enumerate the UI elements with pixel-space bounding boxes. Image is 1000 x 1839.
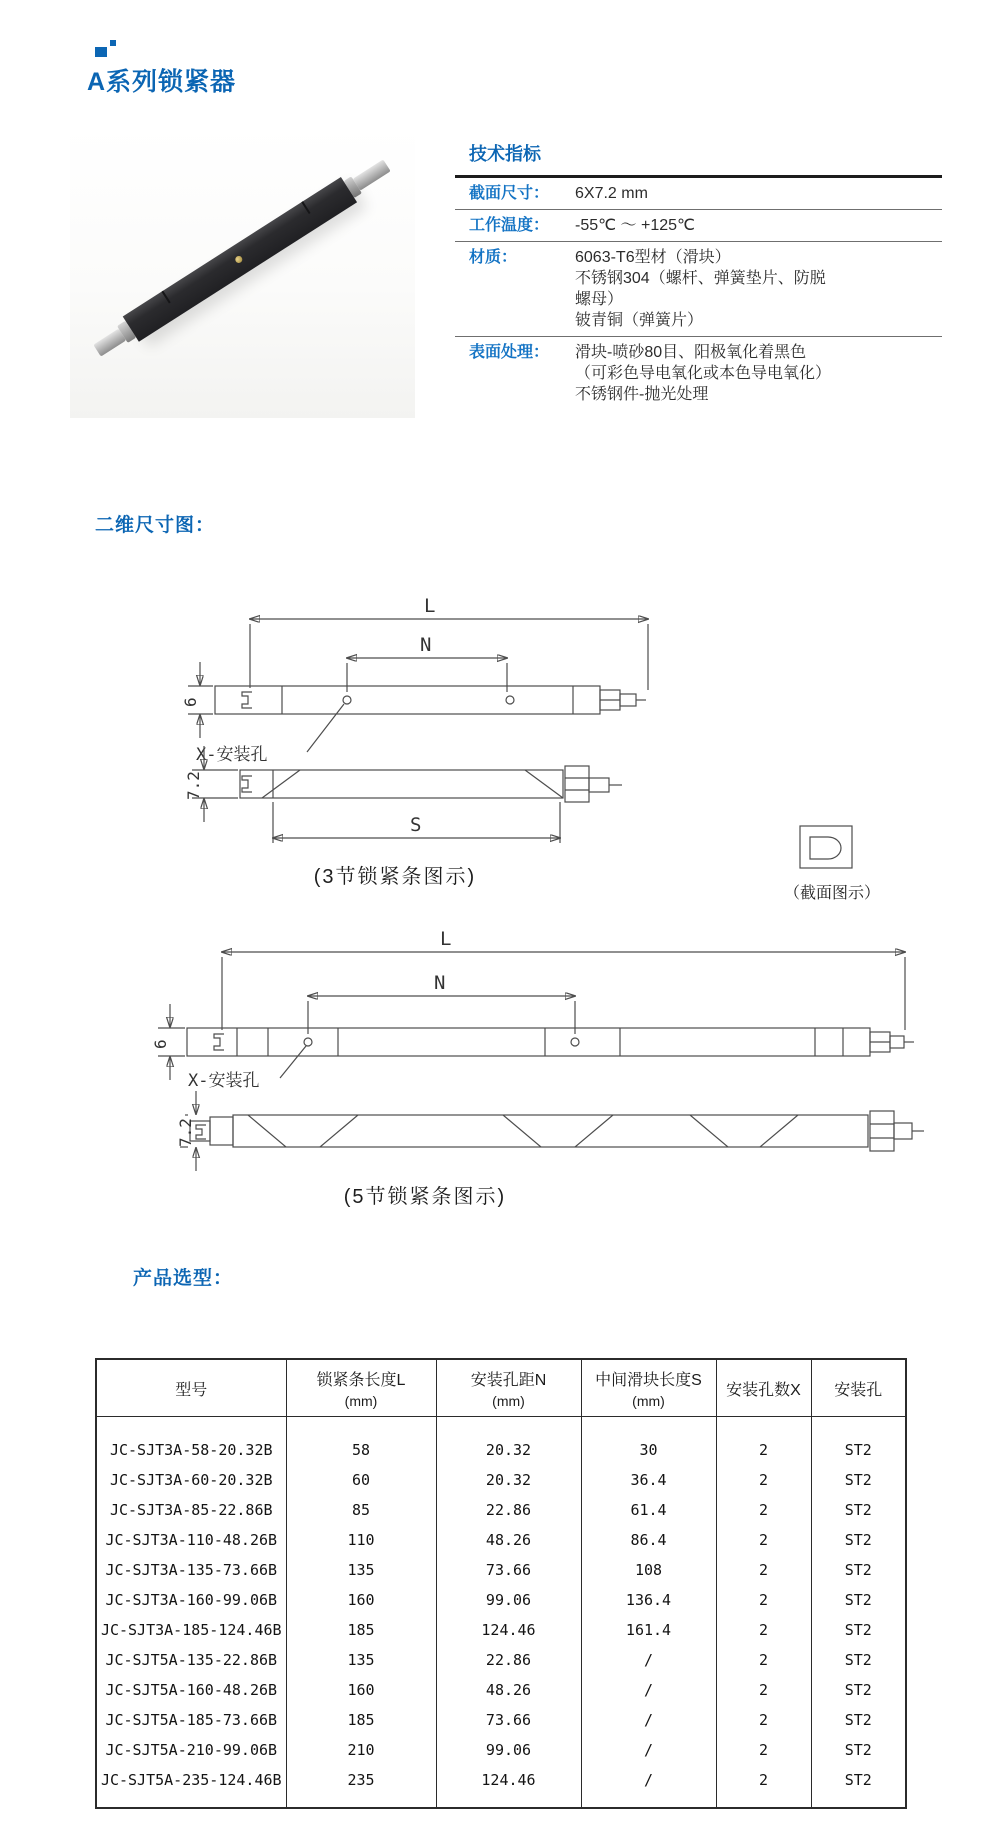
table-row (96, 1585, 906, 1615)
tech-specs-title: 技术指标 (469, 144, 541, 164)
cell-length-L: 135 (286, 1645, 436, 1675)
cell-hole-count-X: 2 (716, 1417, 811, 1466)
cell-slider-length-S: / (581, 1765, 716, 1808)
dim-height-side-label-3seg: 7.2 (184, 771, 203, 800)
cell-hole-count-X: 2 (716, 1765, 811, 1808)
cell-hole-distance-N: 99.06 (436, 1735, 581, 1765)
logo-square-icon (95, 47, 107, 57)
product-bar-seam (301, 201, 310, 213)
dim-L-label-5seg: L (440, 928, 452, 950)
product-bar-body (122, 177, 356, 342)
cell-model: JC-SJT3A-160-99.06B (96, 1585, 286, 1615)
table-row (96, 1675, 906, 1705)
cell-model: JC-SJT5A-235-124.46B (96, 1765, 286, 1808)
cell-hole-type: ST2 (811, 1645, 906, 1675)
spec-label: 表面处理： (469, 344, 550, 361)
cell-hole-count-X: 2 (716, 1525, 811, 1555)
cell-model: JC-SJT3A-185-124.46B (96, 1615, 286, 1645)
cell-hole-count-X: 2 (716, 1735, 811, 1765)
cell-length-L: 160 (286, 1585, 436, 1615)
cell-hole-distance-N: 22.86 (436, 1645, 581, 1675)
column-header: 型号 (96, 1359, 286, 1417)
dim-L-label-3seg: L (424, 595, 436, 617)
cross-section-view (800, 826, 852, 868)
table-row (96, 1615, 906, 1645)
cell-length-L: 85 (286, 1495, 436, 1525)
column-header: 安装孔 (811, 1359, 906, 1417)
spec-rows (455, 175, 942, 410)
cell-hole-distance-N: 48.26 (436, 1675, 581, 1705)
dim-N-label-5seg: N (434, 972, 446, 994)
table-row (96, 1765, 906, 1808)
table-row (96, 1417, 906, 1466)
cell-hole-distance-N: 48.26 (436, 1525, 581, 1555)
table-row (96, 1465, 906, 1495)
table-row (96, 1705, 906, 1735)
cell-hole-distance-N: 124.46 (436, 1615, 581, 1645)
dim-S-label-3seg: S (410, 814, 422, 836)
cell-length-L: 58 (286, 1417, 436, 1466)
drawing-5seg (151, 928, 924, 1171)
table-row (96, 1735, 906, 1765)
cell-hole-count-X: 2 (716, 1615, 811, 1645)
table-row (96, 1525, 906, 1555)
table-row (96, 1555, 906, 1585)
spec-value: 6063-T6型材（滑块） 不锈钢304（螺杆、弹簧垫片、防脱 螺母） 铍青铜（弹簧片） (575, 249, 826, 329)
cell-hole-count-X: 2 (716, 1645, 811, 1675)
caption-cross-section: （截面图示） (783, 885, 880, 902)
page-title: A系列锁紧器 (87, 68, 237, 96)
spec-value: 6X7.2 mm (575, 185, 648, 202)
drawing-3seg (181, 595, 648, 843)
cell-model: JC-SJT5A-210-99.06B (96, 1735, 286, 1765)
cell-hole-distance-N: 22.86 (436, 1495, 581, 1525)
cell-hole-distance-N: 73.66 (436, 1555, 581, 1585)
cell-hole-type: ST2 (811, 1615, 906, 1645)
product-photo (70, 126, 415, 418)
spec-label: 截面尺寸： (469, 185, 550, 202)
dim-height-label-3seg: 6 (181, 697, 200, 707)
cell-hole-type: ST2 (811, 1765, 906, 1808)
cell-slider-length-S: 161.4 (581, 1615, 716, 1645)
cell-length-L: 135 (286, 1555, 436, 1585)
cell-hole-distance-N: 73.66 (436, 1705, 581, 1735)
product-gold-dot (234, 255, 244, 265)
hole-label-5seg: X-安装孔 (188, 1071, 260, 1091)
selection-table-body (96, 1417, 906, 1809)
cell-hole-count-X: 2 (716, 1705, 811, 1735)
table-header-row (96, 1359, 906, 1417)
cell-slider-length-S: / (581, 1675, 716, 1705)
cell-slider-length-S: 61.4 (581, 1495, 716, 1525)
cell-slider-length-S: / (581, 1735, 716, 1765)
cell-length-L: 185 (286, 1615, 436, 1645)
tech-specs-panel (455, 140, 942, 410)
product-stud-right (353, 159, 391, 190)
caption-5seg: (5节锁紧条图示) (343, 1186, 507, 1208)
cell-hole-type: ST2 (811, 1705, 906, 1735)
table-row (96, 1645, 906, 1675)
cell-slider-length-S: 30 (581, 1417, 716, 1466)
cell-model: JC-SJT5A-160-48.26B (96, 1675, 286, 1705)
cell-model: JC-SJT3A-85-22.86B (96, 1495, 286, 1525)
cell-slider-length-S: 36.4 (581, 1465, 716, 1495)
cell-slider-length-S: 136.4 (581, 1585, 716, 1615)
cell-hole-type: ST2 (811, 1675, 906, 1705)
cell-model: JC-SJT3A-110-48.26B (96, 1525, 286, 1555)
cell-length-L: 185 (286, 1705, 436, 1735)
caption-3seg: (3节锁紧条图示) (313, 866, 477, 888)
cell-hole-type: ST2 (811, 1525, 906, 1555)
column-header: 锁紧条长度L (mm) (286, 1359, 436, 1417)
cell-hole-count-X: 2 (716, 1495, 811, 1525)
cell-hole-type: ST2 (811, 1465, 906, 1495)
cell-hole-type: ST2 (811, 1495, 906, 1525)
cell-hole-type: ST2 (811, 1555, 906, 1585)
cell-hole-count-X: 2 (716, 1465, 811, 1495)
spec-row (455, 178, 942, 210)
hole-label-3seg: X-安装孔 (196, 745, 268, 765)
cell-length-L: 235 (286, 1765, 436, 1808)
column-header: 中间滑块长度S (mm) (581, 1359, 716, 1417)
dim-N-label-3seg: N (420, 634, 432, 656)
spec-label: 工作温度： (469, 217, 550, 234)
cell-hole-count-X: 2 (716, 1585, 811, 1615)
cell-model: JC-SJT3A-60-20.32B (96, 1465, 286, 1495)
cell-slider-length-S: / (581, 1645, 716, 1675)
cell-model: JC-SJT5A-185-73.66B (96, 1705, 286, 1735)
cell-model: JC-SJT3A-58-20.32B (96, 1417, 286, 1466)
column-header: 安装孔数X (716, 1359, 811, 1417)
logo-square-small-icon (110, 40, 116, 46)
cell-hole-distance-N: 20.32 (436, 1465, 581, 1495)
cell-model: JC-SJT3A-135-73.66B (96, 1555, 286, 1585)
cell-slider-length-S: 108 (581, 1555, 716, 1585)
spec-row (455, 210, 942, 242)
spec-row (455, 242, 942, 337)
product-photo-bar (86, 148, 397, 367)
dim-height-label-5seg: 6 (151, 1039, 170, 1049)
spec-value: -55℃ ～ +125℃ (575, 217, 695, 234)
dimension-section-title: 二维尺寸图： (95, 515, 216, 536)
cell-hole-type: ST2 (811, 1585, 906, 1615)
spec-label: 材质： (469, 249, 518, 266)
cell-hole-type: ST2 (811, 1417, 906, 1466)
cell-hole-distance-N: 124.46 (436, 1765, 581, 1808)
cell-hole-count-X: 2 (716, 1675, 811, 1705)
dim-height-side-label-5seg: 7.2 (176, 1118, 195, 1147)
table-row (96, 1495, 906, 1525)
product-bar-seam (162, 291, 171, 303)
cell-length-L: 110 (286, 1525, 436, 1555)
cell-model: JC-SJT5A-135-22.86B (96, 1645, 286, 1675)
cell-hole-type: ST2 (811, 1735, 906, 1765)
cell-hole-distance-N: 20.32 (436, 1417, 581, 1466)
cell-hole-count-X: 2 (716, 1555, 811, 1585)
selection-table-wrap (95, 1358, 907, 1809)
spec-row (455, 337, 942, 410)
column-header: 安装孔距N (mm) (436, 1359, 581, 1417)
cell-hole-distance-N: 99.06 (436, 1585, 581, 1615)
cell-slider-length-S: 86.4 (581, 1525, 716, 1555)
cell-length-L: 210 (286, 1735, 436, 1765)
cell-length-L: 160 (286, 1675, 436, 1705)
spec-value: 滑块-喷砂80目、阳极氧化着黑色 （可彩色导电氧化或本色导电氧化） 不锈钢件-抛光处理 (575, 344, 832, 403)
selection-section-title: 产品选型： (133, 1268, 234, 1289)
cell-slider-length-S: / (581, 1705, 716, 1735)
product-selection-table (95, 1358, 907, 1809)
cell-length-L: 60 (286, 1465, 436, 1495)
